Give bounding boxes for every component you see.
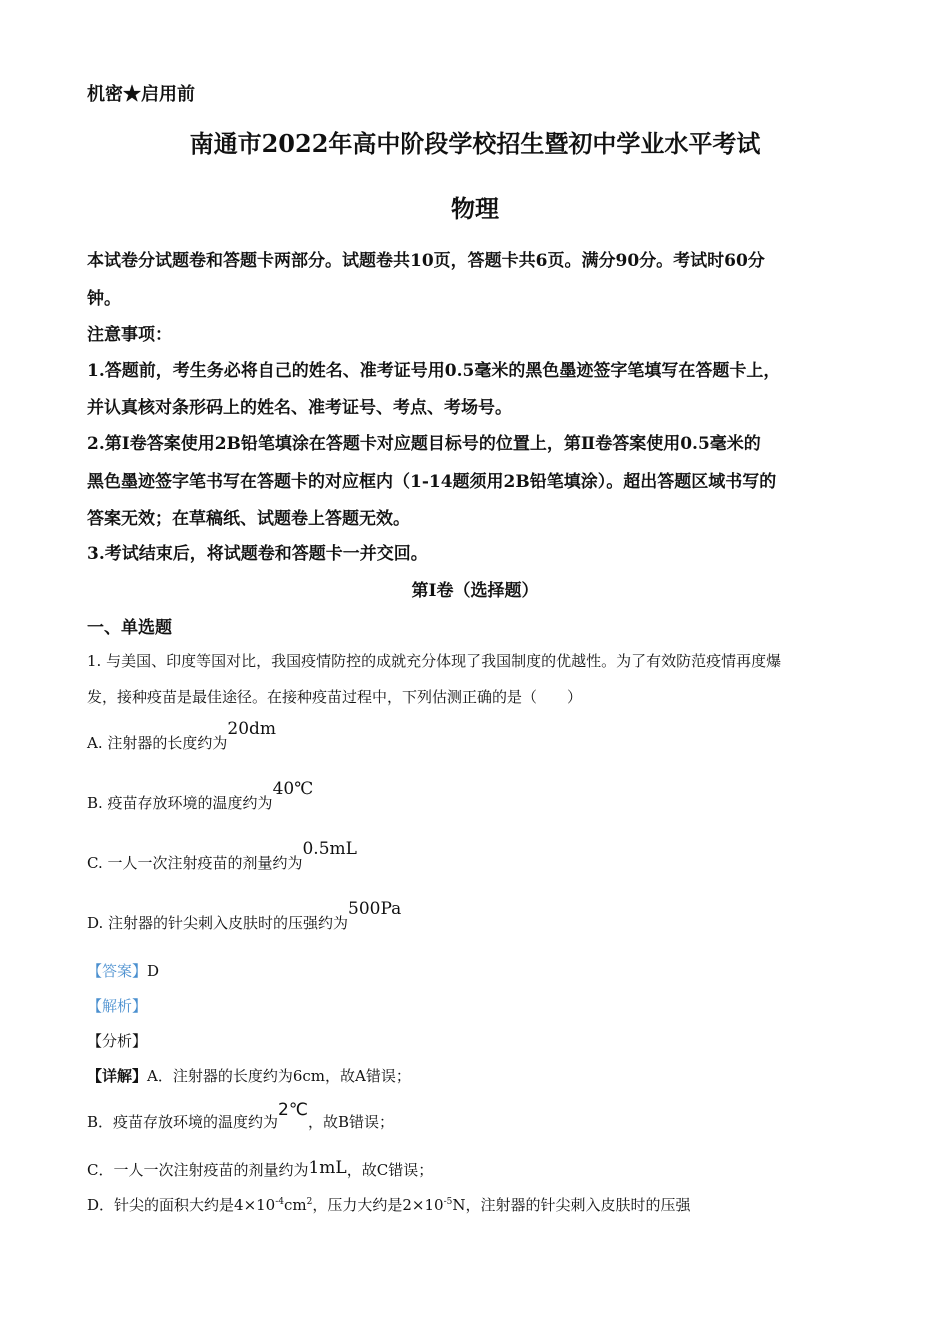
option-b-value: 40℃: [272, 779, 314, 799]
detail-c-prefix: C．一人一次注射疫苗的剂量约为: [87, 1161, 309, 1179]
detail-b-prefix: B．疫苗存放环境的温度约为: [87, 1113, 279, 1131]
answer-line: [87, 960, 159, 981]
detail-c-value: 1mL: [308, 1158, 347, 1178]
detail-line-c: [87, 1159, 433, 1180]
analysis-label: 【解析】: [87, 997, 148, 1015]
question-1-stem-line-1: 1. 与美国、印度等国对比，我国疫情防控的成就充分体现了我国制度的优越性。为了有效防范疫情再度爆: [87, 652, 782, 670]
option-c: [87, 839, 357, 873]
detail-d-exponent-2: 2: [306, 1197, 313, 1207]
detail-d-part-1: D．针尖的面积大约是4×10: [87, 1196, 276, 1214]
intro-line-2: 钟。: [87, 289, 121, 309]
detail-d-part-3: ，压力大约是2×10: [312, 1196, 444, 1214]
option-a-value: 20dm: [227, 719, 277, 739]
notice-item-3: 3.考试结束后，将试题卷和答题卡一并交回。: [87, 544, 428, 564]
detail-b-suffix: ，故B错误；: [307, 1113, 394, 1131]
option-a-text: A. 注射器的长度约为: [87, 734, 228, 752]
notice-title: 注意事项：: [87, 325, 172, 345]
notice-item-2-line-2: 黑色墨迹签字笔书写在答题卡的对应框内（1-14题须用2B铅笔填涂）。超出答题区域书写的: [87, 472, 777, 492]
notice-item-2-line-1: 2.第Ⅰ卷答案使用2B铅笔填涂在答题卡对应题目标号的位置上，第Ⅱ卷答案使用0.5毫米的: [87, 434, 761, 454]
option-b-text: B. 疫苗存放环境的温度约为: [87, 794, 273, 812]
option-d: [87, 899, 402, 933]
confidential-label: 机密★启用前: [87, 84, 195, 105]
detail-d-exponent-3: -5: [443, 1197, 453, 1207]
notice-item-1-line-1: 1.答题前，考生务必将自己的姓名、准考证号用0.5毫米的黑色墨迹签字笔填写在答题卡上，: [87, 361, 781, 381]
volume-title: 第Ⅰ卷（选择题）: [411, 581, 539, 601]
detail-d-exponent-1: -4: [275, 1197, 285, 1207]
detail-d-part-4: N，注射器的针尖刺入皮肤时的压强: [452, 1196, 691, 1214]
detail-line-b: [87, 1100, 394, 1132]
subject-title: 物理: [451, 194, 499, 223]
option-a: [87, 719, 277, 753]
detail-line-d: [87, 1194, 691, 1215]
option-b: [87, 779, 314, 813]
detail-c-suffix: ，故C错误；: [346, 1161, 434, 1179]
detail-b-value: 2℃: [278, 1100, 308, 1120]
detail-label: 【详解】: [87, 1067, 148, 1085]
answer-label: 【答案】: [87, 962, 148, 980]
notice-item-1-line-2: 并认真核对条形码上的姓名、准考证号、考点、考场号。: [87, 398, 512, 418]
detail-a-text: A．注射器的长度约为6cm，故A错误；: [147, 1067, 411, 1085]
intro-line-1: 本试卷分试题卷和答题卡两部分。试题卷共10页，答题卡共6页。满分90分。考试时60分: [87, 251, 765, 271]
option-d-text: D. 注射器的针尖刺入皮肤时的压强约为: [87, 914, 349, 932]
exam-title: 南通市2022年高中阶段学校招生暨初中学业水平考试: [189, 129, 761, 158]
question-1-stem-line-2: 发，接种疫苗是最佳途径。在接种疫苗过程中，下列估测正确的是（ ）: [87, 688, 583, 706]
option-c-text: C. 一人一次注射疫苗的剂量约为: [87, 854, 303, 872]
option-c-value: 0.5mL: [302, 839, 357, 859]
part-title: 一、单选题: [87, 618, 172, 638]
detail-line-a: [87, 1065, 411, 1086]
analysis-sub-label: 【分析】: [87, 1032, 148, 1050]
answer-value: D: [147, 962, 160, 980]
detail-d-part-2: cm: [284, 1196, 307, 1214]
notice-item-2-line-3: 答案无效；在草稿纸、试题卷上答题无效。: [87, 509, 410, 529]
option-d-value: 500Pa: [348, 899, 402, 919]
